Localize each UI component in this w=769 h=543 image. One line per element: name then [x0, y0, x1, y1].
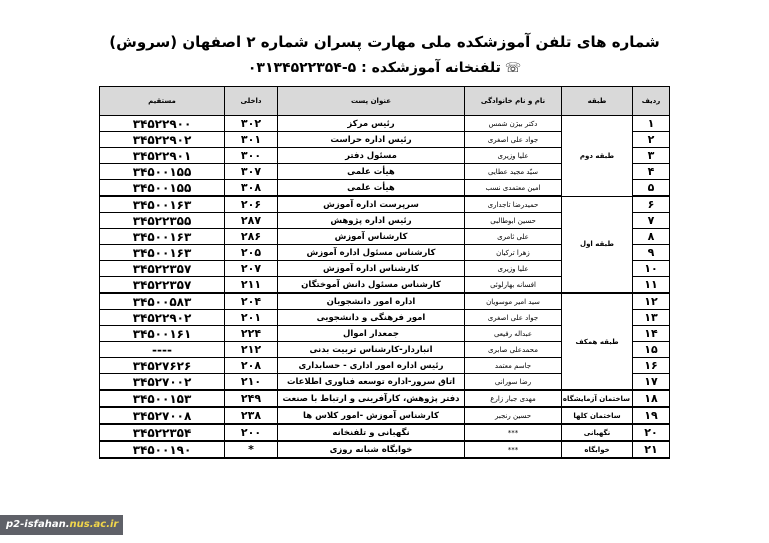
extension: ۲۰۶ — [225, 196, 278, 213]
person-name: حسین ابوطالبی — [465, 213, 562, 229]
row-number: ۴ — [633, 164, 670, 180]
person-name: سید امیر موسویان — [465, 293, 562, 310]
person-name: حمیدرضا تاجداری — [465, 196, 562, 213]
table-row — [100, 441, 670, 458]
person-name: محمدعلی صابری — [465, 342, 562, 358]
person-name: رضا سورانی — [465, 374, 562, 391]
post-title: امور فرهنگی و دانشجویی — [278, 310, 465, 326]
person-name: افسانه بهارلوئی — [465, 277, 562, 294]
post-title: کارشناس مسئول اداره آموزش — [278, 245, 465, 261]
floor-group: طبقه اول — [562, 196, 633, 293]
row-number: ۲ — [633, 132, 670, 148]
direct-number: ۳۴۵۰۰۱۵۵ — [100, 180, 225, 197]
row-number: ۱۱ — [633, 277, 670, 294]
extension: ۲۱۰ — [225, 374, 278, 391]
post-title: کارشناس آموزش — [278, 229, 465, 245]
post-title: نگهبانی و تلفنخانه — [278, 424, 465, 441]
row-number: ۷ — [633, 213, 670, 229]
post-title: جمعدار اموال — [278, 326, 465, 342]
direct-number: ۳۴۵۰۰۱۵۳ — [100, 390, 225, 407]
header-post: عنوان پست — [278, 87, 465, 116]
floor-group: خوابگاه — [562, 441, 633, 458]
table-row — [100, 424, 670, 441]
row-number: ۸ — [633, 229, 670, 245]
row-number: ۱۶ — [633, 358, 670, 374]
header-direct: مستقیم — [100, 87, 225, 116]
person-name: *** — [465, 424, 562, 441]
post-title: رئیس مرکز — [278, 116, 465, 132]
site-watermark — [0, 515, 123, 535]
extension: ۲۱۱ — [225, 277, 278, 294]
post-title: مسئول دفتر — [278, 148, 465, 164]
direct-number: ۳۴۵۰۰۱۶۱ — [100, 326, 225, 342]
watermark-prefix: p2-isfahan. — [6, 519, 70, 530]
post-title: کارشناس مسئول دانش آموختگان — [278, 277, 465, 294]
table-row — [100, 196, 670, 213]
extension: ۳۰۱ — [225, 132, 278, 148]
direct-number: ۳۴۵۲۲۳۵۴ — [100, 424, 225, 441]
row-number: ۱۷ — [633, 374, 670, 391]
person-name: علیا وزیری — [465, 148, 562, 164]
direct-number: ۳۴۵۲۲۹۰۲ — [100, 132, 225, 148]
person-name: علیا وزیری — [465, 261, 562, 277]
person-name: علی ثامری — [465, 229, 562, 245]
floor-group: طبقه دوم — [562, 116, 633, 197]
person-name: مهدی جبار زارع — [465, 390, 562, 407]
direct-number: ۳۴۵۲۷۶۲۶ — [100, 358, 225, 374]
direct-number: ۳۴۵۲۲۹۰۱ — [100, 148, 225, 164]
direct-number: ۳۴۵۰۰۱۶۳ — [100, 196, 225, 213]
extension: ۲۰۰ — [225, 424, 278, 441]
direct-number: ۳۴۵۲۷۰۰۲ — [100, 374, 225, 391]
row-number: ۱۹ — [633, 407, 670, 424]
row-number: ۲۰ — [633, 424, 670, 441]
table-row — [100, 407, 670, 424]
header-floor: طبقه — [562, 87, 633, 116]
table-row — [100, 116, 670, 132]
post-title: رئیس اداره پژوهش — [278, 213, 465, 229]
header-radif: ردیف — [633, 87, 670, 116]
post-title: رئیس اداره امور اداری - حسابداری — [278, 358, 465, 374]
extension: ۲۲۴ — [225, 326, 278, 342]
post-title: رئیس اداره حراست — [278, 132, 465, 148]
row-number: ۹ — [633, 245, 670, 261]
direct-number: ۳۴۵۲۲۹۰۰ — [100, 116, 225, 132]
post-title: اداره امور دانشجویان — [278, 293, 465, 310]
table-row — [100, 293, 670, 310]
post-title: کارشناس آموزش -امور کلاس ها — [278, 407, 465, 424]
post-title: اتاق سرور-اداره توسعه فناوری اطلاعات — [278, 374, 465, 391]
row-number: ۵ — [633, 180, 670, 197]
extension: ۲۰۱ — [225, 310, 278, 326]
post-title: دفتر پژوهش، کارآفرینی و ارتباط با صنعت — [278, 390, 465, 407]
direct-number: ۳۴۵۲۲۳۵۷ — [100, 277, 225, 294]
page-title: شماره های تلفن آموزشکده ملی مهارت پسران شماره ۲ اصفهان (سروش) — [109, 33, 660, 51]
post-title: کارشناس اداره آموزش — [278, 261, 465, 277]
post-title: هیأت علمی — [278, 164, 465, 180]
phone-table — [99, 86, 670, 459]
extension: ۲۸۶ — [225, 229, 278, 245]
person-name: دکتر بیژن شمس — [465, 116, 562, 132]
row-number: ۱۰ — [633, 261, 670, 277]
watermark-domain: nus.ac.ir — [69, 519, 119, 530]
extension: * — [225, 441, 278, 458]
extension: ۲۰۷ — [225, 261, 278, 277]
floor-group: ساختمان آزمایشگاه — [562, 390, 633, 407]
post-title: هیأت علمی — [278, 180, 465, 197]
person-name: جاسم معتمد — [465, 358, 562, 374]
row-number: ۱۸ — [633, 390, 670, 407]
post-title: سرپرست اداره آموزش — [278, 196, 465, 213]
direct-number: ۳۴۵۲۲۳۵۷ — [100, 261, 225, 277]
extension: ۲۱۲ — [225, 342, 278, 358]
direct-number: ۳۴۵۰۰۱۶۳ — [100, 229, 225, 245]
row-number: ۶ — [633, 196, 670, 213]
direct-number: ۳۴۵۰۰۱۵۵ — [100, 164, 225, 180]
extension: ۳۰۷ — [225, 164, 278, 180]
direct-number: ۳۴۵۲۷۰۰۸ — [100, 407, 225, 424]
extension: ۲۰۴ — [225, 293, 278, 310]
extension: ۳۰۸ — [225, 180, 278, 197]
header-name: نام و نام خانوادگی — [465, 87, 562, 116]
direct-number: ۳۴۵۲۲۹۰۲ — [100, 310, 225, 326]
switchboard-number: تلفنخانه آموزشکده : ۵-۰۳۱۳۴۵۲۲۳۵۴ — [247, 60, 501, 76]
row-number: ۱۲ — [633, 293, 670, 310]
person-name: زهرا ترکیان — [465, 245, 562, 261]
person-name: عبداله رفیعی — [465, 326, 562, 342]
direct-number: ۳۴۵۰۰۱۶۳ — [100, 245, 225, 261]
person-name: سیّد مجید عطایی — [465, 164, 562, 180]
extension: ۲۰۵ — [225, 245, 278, 261]
person-name: جواد علی اصغری — [465, 132, 562, 148]
row-number: ۱ — [633, 116, 670, 132]
row-number: ۱۳ — [633, 310, 670, 326]
person-name: جواد علی اصغری — [465, 310, 562, 326]
post-title: خوابگاه شبانه روزی — [278, 441, 465, 458]
extension: ۲۳۸ — [225, 407, 278, 424]
floor-group: طبقه همکف — [562, 293, 633, 390]
table-row — [100, 390, 670, 407]
phone-icon: ☏ — [504, 61, 522, 76]
floor-group: نگهبانی — [562, 424, 633, 441]
direct-number: ---- — [100, 342, 225, 358]
row-number: ۱۵ — [633, 342, 670, 358]
switchboard-line — [0, 60, 769, 76]
row-number: ۲۱ — [633, 441, 670, 458]
extension: ۳۰۲ — [225, 116, 278, 132]
person-name: حسین رنجبر — [465, 407, 562, 424]
header-ext: داخلی — [225, 87, 278, 116]
extension: ۳۰۰ — [225, 148, 278, 164]
extension: ۲۰۸ — [225, 358, 278, 374]
person-name: امین معتمدی نسب — [465, 180, 562, 197]
row-number: ۱۴ — [633, 326, 670, 342]
direct-number: ۳۴۵۰۰۱۹۰ — [100, 441, 225, 458]
person-name: *** — [465, 441, 562, 458]
post-title: انباردار-کارشناس تربیت بدنی — [278, 342, 465, 358]
direct-number: ۳۴۵۰۰۵۸۳ — [100, 293, 225, 310]
extension: ۲۸۷ — [225, 213, 278, 229]
direct-number: ۳۴۵۲۲۳۵۵ — [100, 213, 225, 229]
table-header-row — [100, 87, 670, 116]
row-number: ۳ — [633, 148, 670, 164]
extension: ۲۴۹ — [225, 390, 278, 407]
floor-group: ساختمان کلها — [562, 407, 633, 424]
